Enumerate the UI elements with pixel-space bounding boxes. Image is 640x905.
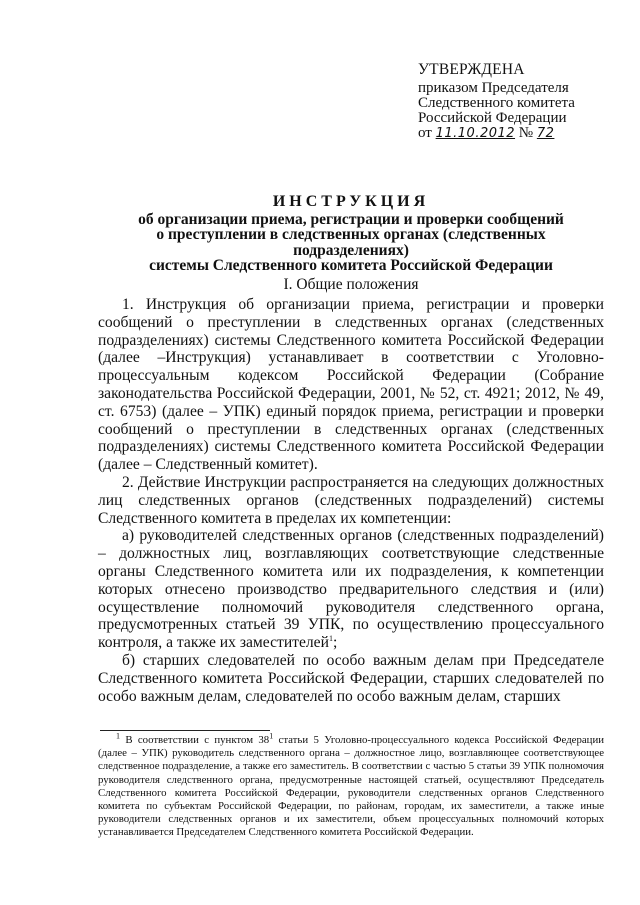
- title-line: о преступлении в следственных органах (следственных подразделениях): [156, 226, 546, 259]
- footnote-inner-sup: 1: [269, 731, 274, 741]
- date-prefix: от: [418, 125, 432, 141]
- paragraph: 2. Действие Инструкции распространяется на следующих должностных лиц следственных органов (следственных подразделений) системы Следственного комитета в пределах их компетенции:: [98, 473, 604, 527]
- footnote-ref: 1: [328, 633, 333, 643]
- paragraph-text: а) руководителей следственных органов (следственных подразделений) – должностных лиц, возглавляющих соответствующие следственные органы Следственного комитета или их подразделения, к компетенции которых отнесено производство предварительного следствия и (или) осуществление полномочий руководителя следственного органа, предусмотренных статьей 39 УПК, по осуществлению процессуального контроля, а также их заместителей: [98, 527, 604, 652]
- section-heading: I. Общие положения: [283, 276, 419, 293]
- approval-stamp: [418, 62, 618, 141]
- title-line: системы Следственного комитета Российской Федерации: [149, 257, 553, 274]
- footnote-rest: статьи 5 Уголовно-процессуального кодекса Российской Федерации (далее – УПК) руководитель следственного органа – должностное лицо, возглавляющее соответствующее следственное подразделение, а также его заместитель. В соответствии с частью 5 статьи 39 УПК полномочия руководителя следственного органа, предусмотренные настоящей статьей, осуществляют Председатель Следственного комитета Российской Федерации, руководители следственных органов Следственного комитета по субъектам Российской Федерации, по районам, городам, их заместители, а также иные руководители следственных органов и их заместители, объем процессуальных полномочий которых устанавливается Председателем Следственного комитета Российской Федерации.: [98, 734, 605, 839]
- title-main: ИНСТРУКЦИЯ: [272, 193, 430, 210]
- footnote-mark: 1: [116, 731, 120, 741]
- approval-title: УТВЕРЖДЕНА: [418, 61, 525, 78]
- approval-line: Российской Федерации: [418, 110, 567, 126]
- footnote-divider: [100, 730, 270, 731]
- document-title: [98, 194, 604, 274]
- number-prefix: №: [518, 125, 534, 141]
- paragraph-end: ;: [332, 634, 338, 652]
- handwritten-number: 72: [536, 126, 555, 141]
- footnote-start: В соответствии с пунктом 38: [120, 734, 270, 746]
- approval-line: Следственного комитета: [418, 95, 575, 111]
- footnote-text: [98, 731, 605, 840]
- paragraph: [98, 527, 604, 652]
- paragraph: б) старших следователей по особо важным делам при Председателе Следственного комитета Российской Федерации, старших следователей по особо важным делам, следователей по особо важным делам, старших: [98, 651, 604, 705]
- handwritten-date: 11.10.2012: [435, 126, 516, 141]
- approval-date-row: [418, 126, 618, 141]
- title-line: об организации приема, регистрации и проверки сообщений: [138, 210, 564, 228]
- paragraph: 1. Инструкция об организации приема, регистрации и проверки сообщений о преступлении в следственных органах (следственных подразделениях) системы Следственного комитета Российской Федерации (далее –Инструкция) устанавливает в соответствии с Уголовно-процессуальным кодексом Российской Федерации (Собрание законодательства Российской Федерации, 2001, № 52, ст. 4921; 2012, № 49, ст. 6753) (далее – УПК) единый порядок приема, регистрации и проверки сообщений о преступлении в следственных органах (следственных подразделениях) системы Следственного комитета Российской Федерации (далее – Следственный комитет).: [98, 296, 604, 474]
- footnote: [98, 731, 605, 840]
- approval-line: приказом Председателя: [418, 80, 569, 96]
- document-body: [98, 296, 604, 705]
